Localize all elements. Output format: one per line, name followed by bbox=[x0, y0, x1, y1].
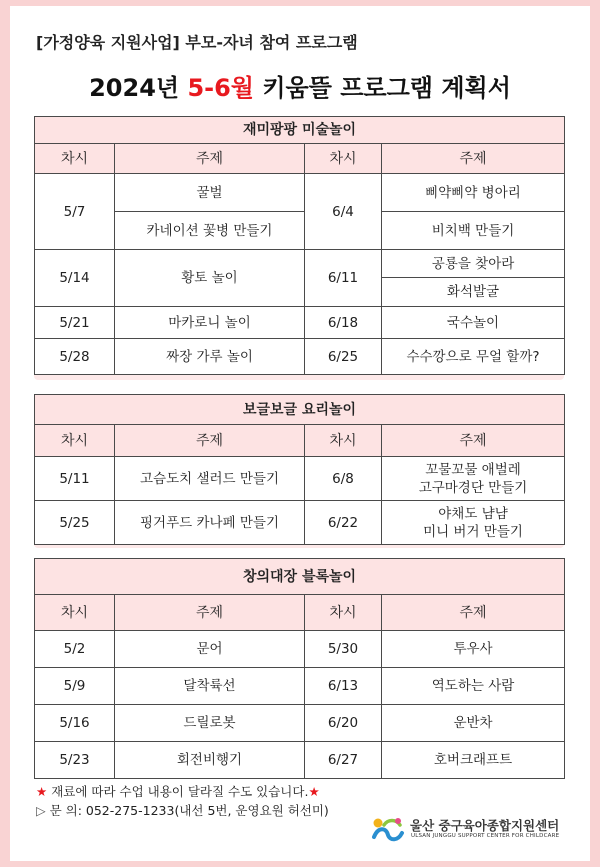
title-suffix: 키움뜰 프로그램 계획서 bbox=[253, 74, 511, 102]
topic-cell: 핑거푸드 카나페 만들기 bbox=[115, 501, 305, 545]
topic-cell: 투우사 bbox=[382, 631, 565, 668]
cooking-play-section bbox=[34, 394, 564, 548]
session-date: 6/27 bbox=[305, 742, 382, 779]
title-highlight: 5-6월 bbox=[187, 74, 254, 102]
section-title: 재미팡팡 미술놀이 bbox=[35, 117, 565, 144]
logo-mark-icon bbox=[370, 815, 406, 845]
topic-cell: 운반차 bbox=[382, 705, 565, 742]
session-date: 6/20 bbox=[305, 705, 382, 742]
block-play-section bbox=[34, 558, 564, 778]
session-date: 6/4 bbox=[305, 174, 382, 250]
logo-name-kr: 울산 중구육아종합지원센터 bbox=[410, 818, 560, 833]
topic-cell: 황토 놀이 bbox=[115, 250, 305, 307]
session-header: 차시 bbox=[305, 144, 382, 174]
logo-name-en: ULSAN JUNGGU SUPPORT CENTER FOR CHILDCARE bbox=[411, 833, 560, 839]
session-header: 차시 bbox=[305, 595, 382, 631]
topic-cell: 비치백 만들기 bbox=[382, 212, 565, 250]
star-icon: ★ bbox=[308, 784, 320, 799]
session-date: 5/16 bbox=[35, 705, 115, 742]
topic-cell: 꿀벌 bbox=[115, 174, 305, 212]
session-date: 5/9 bbox=[35, 668, 115, 705]
session-header: 차시 bbox=[35, 595, 115, 631]
topic-line: 미니 버거 만들기 bbox=[423, 523, 523, 540]
session-header: 차시 bbox=[35, 144, 115, 174]
center-logo bbox=[370, 815, 570, 845]
topic-cell: 마카로니 놀이 bbox=[115, 307, 305, 339]
topic-header: 주제 bbox=[115, 425, 305, 457]
topic-cell: 국수놀이 bbox=[382, 307, 565, 339]
topic-cell: 공룡을 찾아라 bbox=[382, 250, 565, 278]
topic-cell bbox=[382, 501, 565, 545]
notes-block bbox=[36, 782, 329, 820]
session-date: 5/25 bbox=[35, 501, 115, 545]
notice-line bbox=[36, 782, 329, 801]
session-header: 차시 bbox=[35, 425, 115, 457]
session-date: 6/8 bbox=[305, 457, 382, 501]
session-date: 5/14 bbox=[35, 250, 115, 307]
topic-cell: 역도하는 사람 bbox=[382, 668, 565, 705]
block-play-table bbox=[34, 558, 565, 779]
topic-header: 주제 bbox=[382, 425, 565, 457]
triangle-icon: ▷ bbox=[36, 803, 46, 818]
session-date: 6/25 bbox=[305, 339, 382, 375]
session-date: 5/28 bbox=[35, 339, 115, 375]
topic-header: 주제 bbox=[115, 595, 305, 631]
notice-text: 재료에 따라 수업 내용이 달라질 수도 있습니다. bbox=[47, 784, 309, 799]
session-date: 5/2 bbox=[35, 631, 115, 668]
session-date: 6/13 bbox=[305, 668, 382, 705]
page-title bbox=[0, 68, 600, 103]
topic-cell: 고슴도치 샐러드 만들기 bbox=[115, 457, 305, 501]
session-date: 5/21 bbox=[35, 307, 115, 339]
art-play-table bbox=[34, 116, 565, 375]
title-prefix: 2024년 bbox=[89, 74, 188, 102]
star-icon: ★ bbox=[36, 784, 48, 799]
topic-cell bbox=[382, 457, 565, 501]
topic-cell: 화석발굴 bbox=[382, 278, 565, 307]
topic-header: 주제 bbox=[382, 144, 565, 174]
section-title: 보글보글 요리놀이 bbox=[35, 395, 565, 425]
session-header: 차시 bbox=[305, 425, 382, 457]
topic-cell: 카네이션 꽃병 만들기 bbox=[115, 212, 305, 250]
topic-cell: 짜장 가루 놀이 bbox=[115, 339, 305, 375]
session-date: 5/7 bbox=[35, 174, 115, 250]
session-date: 6/18 bbox=[305, 307, 382, 339]
topic-cell: 문어 bbox=[115, 631, 305, 668]
topic-header: 주제 bbox=[382, 595, 565, 631]
topic-cell: 달착륙선 bbox=[115, 668, 305, 705]
session-date: 6/11 bbox=[305, 250, 382, 307]
topic-cell: 회전비행기 bbox=[115, 742, 305, 779]
topic-cell: 삐약삐약 병아리 bbox=[382, 174, 565, 212]
topic-cell: 수수깡으로 무얼 할까? bbox=[382, 339, 565, 375]
session-date: 5/23 bbox=[35, 742, 115, 779]
session-date: 5/11 bbox=[35, 457, 115, 501]
topic-cell: 드릴로봇 bbox=[115, 705, 305, 742]
program-subtitle: [가정양육 지원사업] 부모-자녀 참여 프로그램 bbox=[36, 33, 358, 52]
art-play-section bbox=[34, 116, 564, 380]
contact-text: 문 의: 052-275-1233(내선 5번, 운영요원 허선미) bbox=[45, 803, 329, 818]
topic-line: 고구마경단 만들기 bbox=[418, 479, 528, 496]
topic-line: 꼬물꼬물 애벌레 bbox=[425, 461, 521, 478]
section-title: 창의대장 블록놀이 bbox=[35, 559, 565, 595]
contact-line bbox=[36, 801, 329, 820]
topic-line: 야채도 냠냠 bbox=[438, 505, 508, 522]
session-date: 6/22 bbox=[305, 501, 382, 545]
topic-cell: 호버크래프트 bbox=[382, 742, 565, 779]
cooking-play-table bbox=[34, 394, 565, 545]
topic-header: 주제 bbox=[115, 144, 305, 174]
session-date: 5/30 bbox=[305, 631, 382, 668]
